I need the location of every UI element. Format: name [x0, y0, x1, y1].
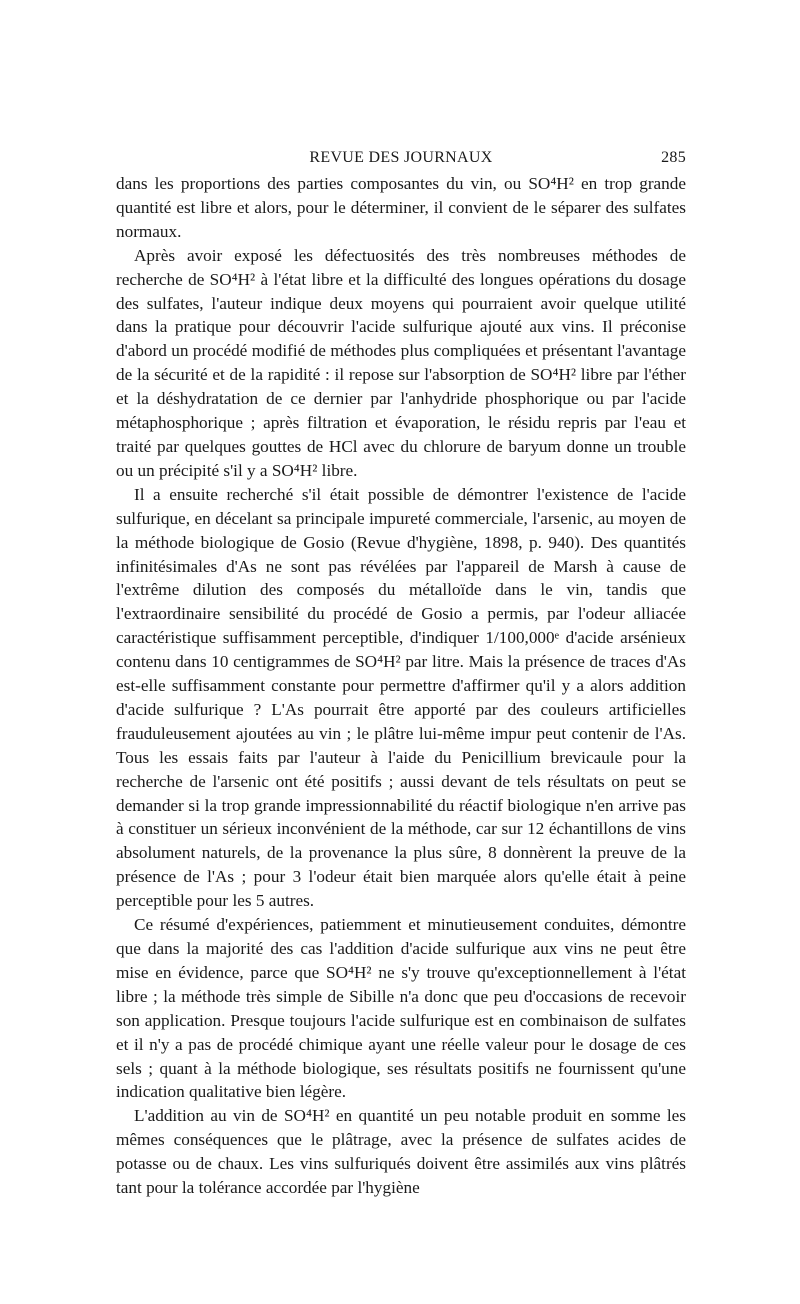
- page-number: 285: [661, 149, 686, 166]
- paragraph-3: Il a ensuite recherché s'il était possible de démontrer l'existence de l'acide sulfurique, en décelant sa principale impureté commerciale, l'arsenic, au moyen de la méthode biologique de Gosio (Revue d'hygiène, 1898, p. 940). Des quantités infinitésimales d'As ne sont pas révélées par l'appareil de Marsh à cause de l'extrême dilution des composés du métalloïde dans le vin, tandis que l'extraordinaire sensibilité du procédé de Gosio a permis, par l'odeur alliacée caractéristique suffisamment perceptible, d'indiquer 1/100,000ᵉ d'acide arsénieux contenu dans 10 centigrammes de SO⁴H² par litre. Mais la présence de traces d'As est-elle suffisamment constante pour permettre d'affirmer qu'il y a alors addition d'acide sulfurique ? L'As pourrait être apporté par des couleurs artificielles frauduleusement ajoutées au vin ; le plâtre lui-même impur peut contenir de l'As. Tous les essais faits par l'auteur à l'aide du Penicillium brevicaule pour la recherche de l'arsenic ont été positifs ; aussi devant de tels résultats on peut se demander si la trop grande impressionnabilité du réactif biologique n'en arrive pas à constituer un sérieux inconvénient de la méthode, car sur 12 échantillons de vins absolument naturels, de la provenance la plus sûre, 8 donnèrent la preuve de la présence de l'As ; pour 3 l'odeur était bien marquée alors qu'elle était à peine perceptible pour les 5 autres.: [116, 484, 686, 911]
- paragraph-4: Ce résumé d'expériences, patiemment et minutieusement conduites, démontre que dans la majorité des cas l'addition d'acide sulfurique aux vins ne peut être mise en évidence, parce que SO⁴H² ne s'y trouve qu'exceptionnellement à l'état libre ; la méthode très simple de Sibille n'a donc que peu d'occasions de recevoir son application. Presque toujours l'acide sulfurique est en combinaison de sulfates et il n'y a pas de procédé chimique ayant une réelle valeur pour le dosage de ces sels ; quant à la méthode biologique, ses résultats positifs ne fournissent qu'une indication qualitative bien légère.: [116, 915, 686, 1102]
- paragraph-2: Après avoir exposé les défectuosités des très nombreuses méthodes de recherche de SO⁴H² à l'état libre et la difficulté des longues opérations du dosage des sulfates, l'auteur indique deux moyens qui pourraient avoir quelque utilité dans la pratique pour découvrir l'acide sulfurique ajouté aux vins. Il préconise d'abord un procédé modifié de méthodes plus compliquées et présentant l'avantage de la sécurité et de la rapidité : il repose sur l'absorption de SO⁴H² libre par l'éther et la déshydratation de ce dernier par l'anhydride phosphorique ou par l'acide métaphosphorique ; après filtration et évaporation, le résidu repris par l'eau et traité par quelques gouttes de HCl avec du chlorure de baryum donne un trouble ou un précipité s'il y a SO⁴H² libre.: [116, 245, 686, 480]
- page: [116, 146, 686, 1200]
- running-header: [116, 146, 686, 172]
- paragraph-1: dans les proportions des parties composantes du vin, ou SO⁴H² en trop grande quantité est libre et alors, pour le déterminer, il convient de le séparer des sulfates normaux.: [116, 174, 686, 241]
- running-title: REVUE DES JOURNAUX: [309, 149, 493, 166]
- paragraph-5: L'addition au vin de SO⁴H² en quantité un peu notable produit en somme les mêmes conséquences que le plâtrage, avec la présence de sulfates acides de potasse ou de chaux. Les vins sulfuriqués doivent être assimilés aux vins plâtrés tant pour la tolérance accordée par l'hygiène: [116, 1106, 686, 1198]
